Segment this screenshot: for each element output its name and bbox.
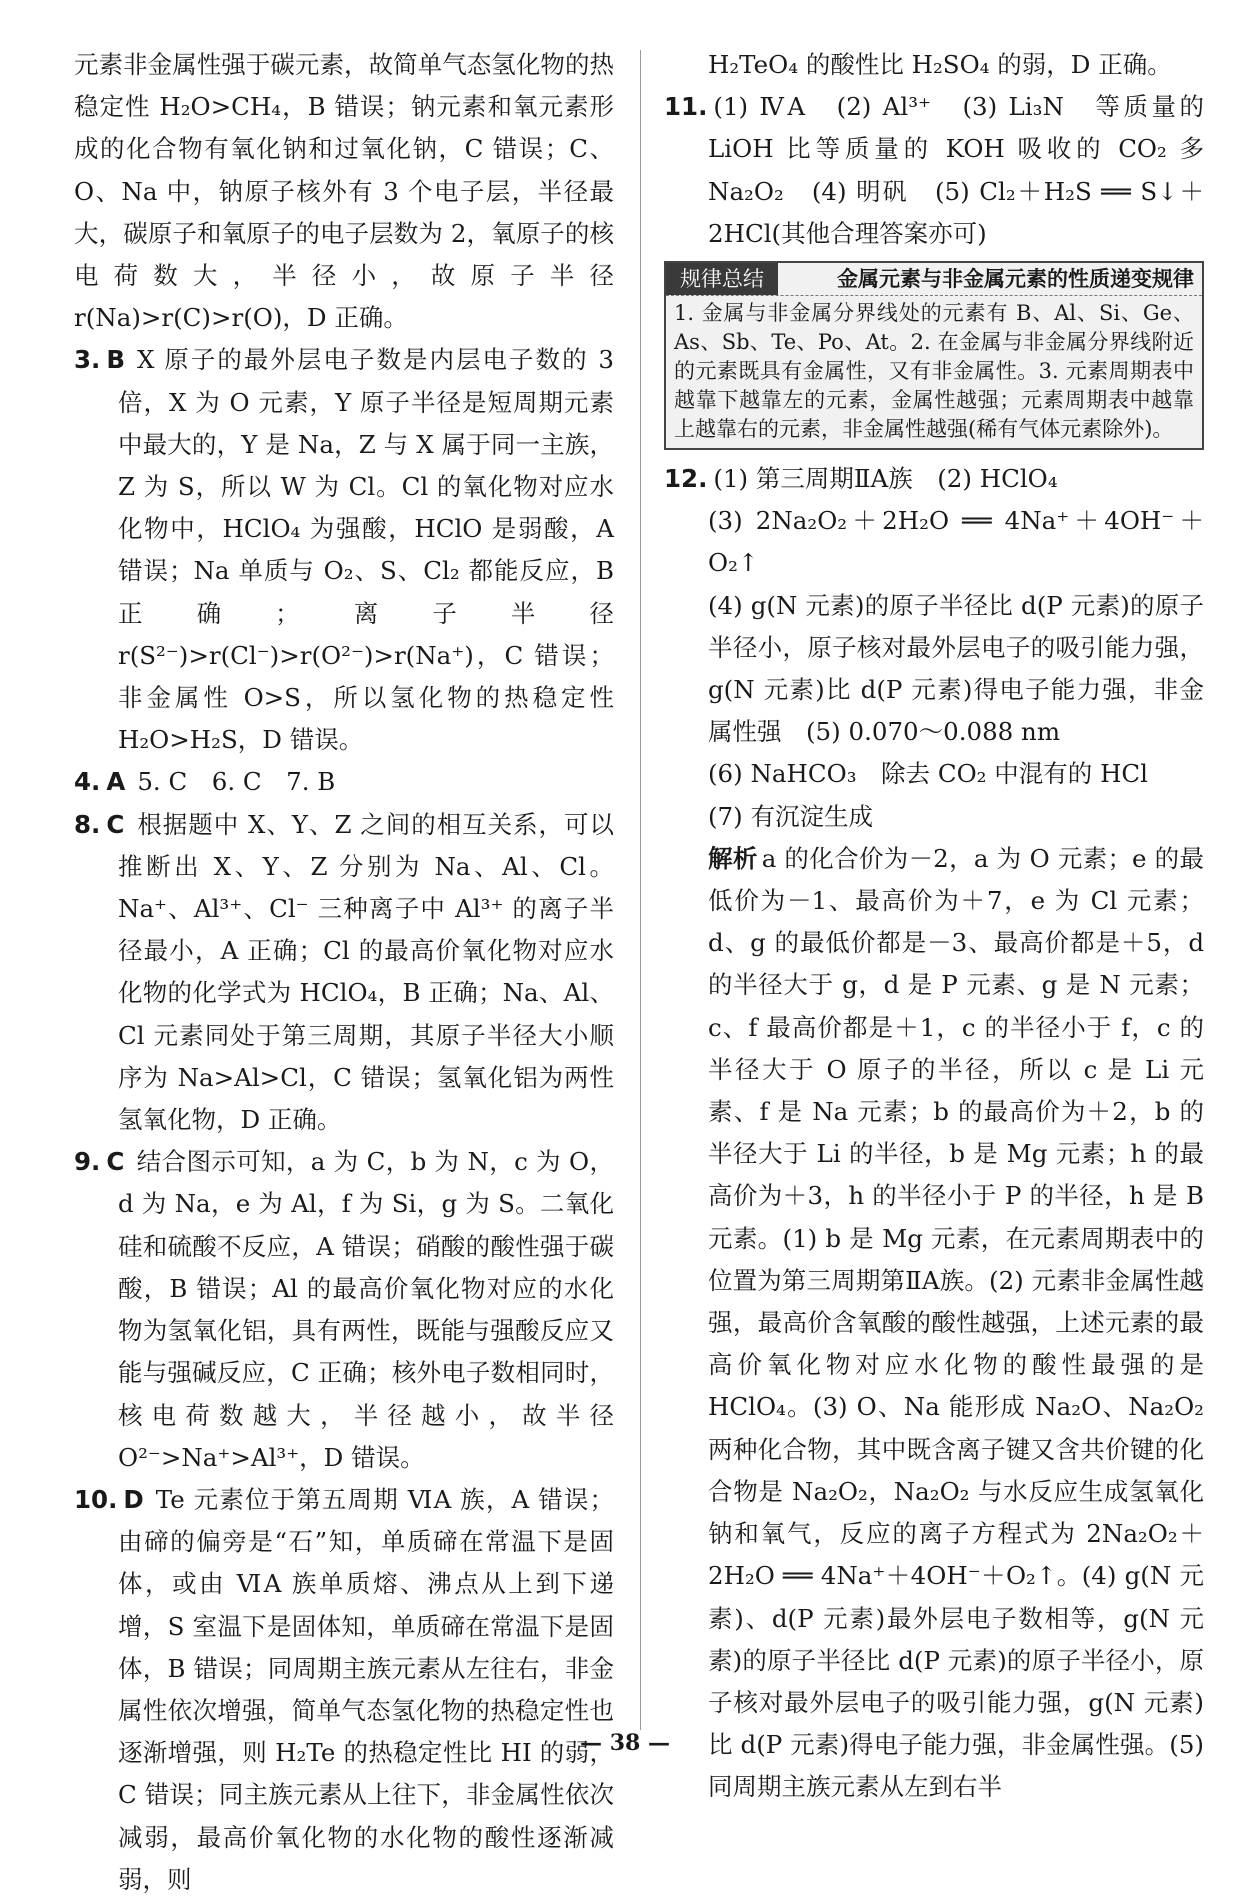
summary-box-header xyxy=(666,263,1202,296)
summary-tag: 规律总结 xyxy=(666,263,778,295)
right-column xyxy=(664,44,1229,1809)
answer-line: (7) 有沉淀生成 xyxy=(708,801,873,831)
explanation-text: X 原子的最外层电子数是内层电子数的 3 倍，X 为 O 元素，Y 原子半径是短周期元素中最大的，Y 是 Na，Z 与 X 属于同一主族，Z 为 S，所以 W 为 Cl。Cl 的氧化物对应水化物中，HClO₄ 为强酸，HClO 是弱酸，A 错误；Na 单质与 O₂、S、Cl₂ 都能反应，B 正确；离子半径 r(S²⁻)>r(Cl⁻)>r(O²⁻)>r(Na⁺)，C 错误；非金属性 O>S，所以氢化物的热稳定性 H₂O>H₂S，D 错误。 xyxy=(118,345,614,755)
answer-choice: B xyxy=(106,345,126,375)
explanation-text: (1) 第三周期ⅡA族 (2) HClO₄ xyxy=(713,464,1058,494)
answer-line: (3) 2Na₂O₂＋2H₂O ══ 4Na⁺＋4OH⁻＋O₂↑ xyxy=(708,506,1204,578)
question-answer xyxy=(664,458,1204,500)
answer-choice: C xyxy=(106,1147,125,1177)
question-number: 8. xyxy=(74,809,101,839)
answer-line: H₂TeO₄ 的酸性比 H₂SO₄ 的弱，D 正确。 xyxy=(708,50,1172,79)
answer-choice: D xyxy=(123,1484,144,1514)
column-divider xyxy=(640,50,641,1730)
explanation-text: (1) ⅣA (2) Al³⁺ (3) Li₃N 等质量的 LiOH 比等质量的 KOH 吸收的 CO₂ 多 Na₂O₂ (4) 明矾 (5) Cl₂＋H₂S ══ S↓＋2HCl(其他合理答案亦可) xyxy=(708,92,1229,248)
answer-line: (4) g(N 元素)的原子半径比 d(P 元素)的原子半径小，原子核对最外层电子的吸引能力强，g(N 元素)比 d(P 元素)得电子能力强，非金属性强 (5) 0.070～0.088 nm xyxy=(708,590,1204,747)
question-number: 9. xyxy=(74,1147,101,1177)
explanation-text: 5. C 6. C 7. B xyxy=(137,767,336,797)
analysis-paragraph xyxy=(664,838,1204,1809)
answer-choice: A xyxy=(106,767,126,797)
continued-text: 元素非金属性强于碳元素，故简单气态氢化物的热稳定性 H₂O>CH₄，B 错误；钠元素和氧元素形成的化合物有氧化钠和过氧化钠，C 错误；C、O、Na 中，钠原子核外有 3 个电子层，半径最大，碳原子和氧原子的电子层数为 2，氧原子的核电荷数大，半径小，故原子半径 r(Na)>r(C)>r(O)，D 正确。 xyxy=(74,50,614,333)
analysis-text: a 的化合价为－2，a 为 O 元素；e 的最低价为－1、最高价为＋7，e 为 Cl 元素；d、g 的最低价都是－3、最高价都是＋5，d 的半径大于 g，d 是 P 元素、g 是 N 元素；c、f 最高价都是＋1，c 的半径小于 f，c 的半径大于 O 原子的半径，所以 c 是 Li 元素、f 是 Na 元素；b 的最高价为＋2，b 的半径大于 Li 的半径，b 是 Mg 元素；h 的最高价为＋3，h 的半径小于 P 的半径，h 是 B 元素。(1) b 是 Mg 元素，在元素周期表中的位置为第三周期第ⅡA族。(2) 元素非金属性越强，最高价含氧酸的酸性越强，上述元素的最高价氧化物对应水化物的酸性最强的是 HClO₄。(3) O、Na 能形成 Na₂O、Na₂O₂ 两种化合物，其中既含离子键又含共价键的化合物是 Na₂O₂，Na₂O₂ 与水反应生成氢氧化钠和氧气，反应的离子方程式为 2Na₂O₂＋2H₂O ══ 4Na⁺＋4OH⁻＋O₂↑。(4) g(N 元素)、d(P 元素)最外层电子数相等，g(N 元素)的原子半径比 d(P 元素)的原子半径小，原子核对最外层电子的吸引能力强，g(N 元素)比 d(P 元素)得电子能力强，非金属性强。(5) 同周期主族元素从左到右半 xyxy=(708,843,1204,1802)
question-answer xyxy=(664,86,1229,255)
question-number: 10. xyxy=(74,1484,118,1514)
summary-box xyxy=(664,261,1204,450)
question-answer xyxy=(74,339,614,761)
summary-title: 金属元素与非金属元素的性质递变规律 xyxy=(837,267,1194,292)
explanation-text: 结合图示可知，a 为 C，b 为 N，c 为 O，d 为 Na，e 为 Al，f 为 Si，g 为 S。二氧化硅和硫酸不反应，A 错误；硝酸的酸性强于碳酸，B 错误；Al 的最高价氧化物对应的水化物为氢氧化铝，具有两性，既能与强酸反应又能与强碱反应，C 正确；核外电子数相同时，核电荷数越大，半径越小，故半径 O²⁻>Na⁺>Al³⁺，D 错误。 xyxy=(118,1147,614,1472)
summary-body: 1. 金属与非金属分界线处的元素有 B、Al、Si、Ge、As、Sb、Te、Po、At。2. 在金属与非金属分界线附近的元素既具有金属性，又有非金属性。3. 元素周期表中越靠下越靠左的元素，金属性越强；元素周期表中越靠上越靠右的元素，非金属性越强(稀有气体元素除外)。 xyxy=(674,301,1194,442)
question-answer xyxy=(74,761,614,803)
explanation-text: Te 元素位于第五周期 ⅥA 族，A 错误；由碲的偏旁是“石”知，单质碲在常温下是固体，或由 ⅥA 族单质熔、沸点从上到下递增，S 室温下是固体知，单质碲在常温下是固体，B 错误；同周期主族元素从左往右，非金属性依次增强，简单气态氢化物的热稳定性也逐渐增强，则 H₂Te 的热稳定性比 HI 的弱，C 错误；同主族元素从上往下，非金属性依次减弱，最高价氧化物的水化物的酸性逐渐减弱，则 xyxy=(118,1484,614,1894)
question-number: 4. xyxy=(74,767,101,797)
question-answer xyxy=(74,1479,614,1901)
page-number: — 38 — xyxy=(580,1730,670,1756)
question-number: 12. xyxy=(664,464,708,494)
question-number: 3. xyxy=(74,345,101,375)
left-column xyxy=(74,44,614,1901)
question-answer xyxy=(74,1141,614,1479)
answer-line: (6) NaHCO₃ 除去 CO₂ 中混有的 HCl xyxy=(708,759,1149,789)
question-answer xyxy=(74,804,614,1142)
explanation-text: 根据题中 X、Y、Z 之间的相互关系，可以推断出 X、Y、Z 分别为 Na、Al、Cl。Na⁺、Al³⁺、Cl⁻ 三种离子中 Al³⁺ 的离子半径最小，A 正确；Cl 的最高价氧化物对应水化物的化学式为 HClO₄，B 正确；Na、Al、Cl 元素同处于第三周期，其原子半径大小顺序为 Na>Al>Cl，C 错误；氢氧化铝为两性氢氧化物，D 正确。 xyxy=(118,809,614,1135)
answer-choice: C xyxy=(106,809,125,839)
question-number: 11. xyxy=(664,92,708,122)
analysis-label: 解析 xyxy=(708,843,758,873)
